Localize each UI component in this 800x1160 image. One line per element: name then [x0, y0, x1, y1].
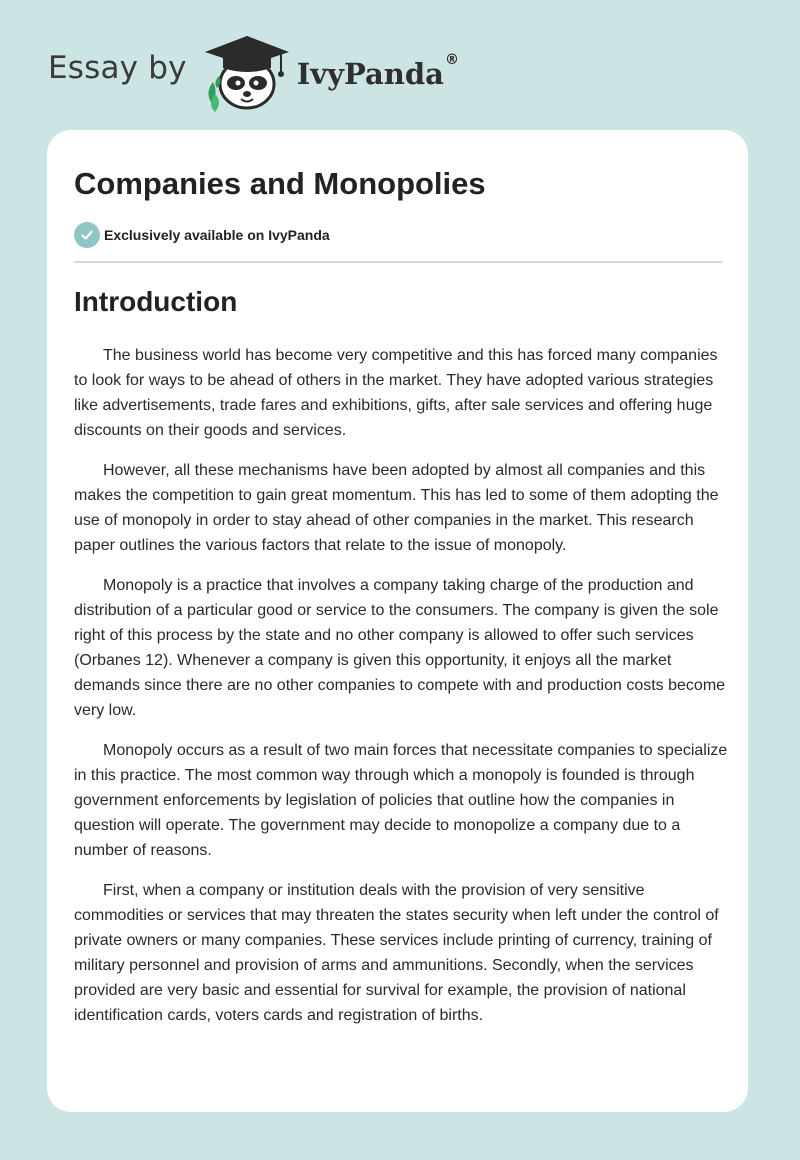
paragraph: However, all these mechanisms have been adopted by almost all companies and this makes the competition to gain great momentum. This has led to some of them adopting the use of monopoly in order to stay ahead of other companies in the market. This research paper outlines the various factors that relate to the issue of monopoly. [74, 462, 719, 554]
section-heading: Introduction [74, 286, 238, 317]
paragraph: Monopoly occurs as a result of two main forces that necessitate companies to specialize in this practice. The most common way through which a monopoly is founded is through government enforcements by legislation of policies that outline how the companies in question will operate. The government may decide to monopolize a company due to a number of reasons. [74, 742, 728, 859]
brand-name[interactable]: IvyPanda [296, 57, 444, 91]
paragraph: Monopoly is a practice that involves a company taking charge of the production and distribution of a particular good or service to the consumers. The company is given the sole right of this process by the state and no other company is allowed to offer such services (Orbanes 12). Whenever a company is given this opportunity, it enjoys all the market demands since there are no other companies to compete with and production costs become very low. [74, 577, 726, 719]
site-header [48, 32, 459, 112]
paragraph: The business world has become very competitive and this has forced many companies to look for ways to be ahead of others in the market. They have adopted various strategies like advertisements, trade fares and exhibitions, gifts, after sale services and offering huge discounts on their goods and services. [74, 347, 718, 439]
essay-body [74, 343, 728, 1043]
registered-mark: ® [444, 52, 459, 68]
check-circle-icon [74, 222, 100, 248]
panda-logo-icon[interactable] [201, 32, 293, 112]
exclusive-badge [74, 222, 330, 248]
title-divider [74, 261, 723, 263]
essay-card [47, 130, 748, 1112]
exclusive-text: Exclusively available on IvyPanda [104, 227, 330, 243]
essay-by-label: Essay by [48, 50, 187, 86]
essay-title: Companies and Monopolies [74, 166, 486, 201]
paragraph: First, when a company or institution deals with the provision of very sensitive commodities or services that may threaten the states security when left under the control of private owners or many companies. These services include printing of currency, training of military personnel and provision of arms and ammunitions. Secondly, when the services provided are very basic and essential for survival for example, the provision of national identification cards, voters cards and registration of births. [74, 882, 719, 1024]
